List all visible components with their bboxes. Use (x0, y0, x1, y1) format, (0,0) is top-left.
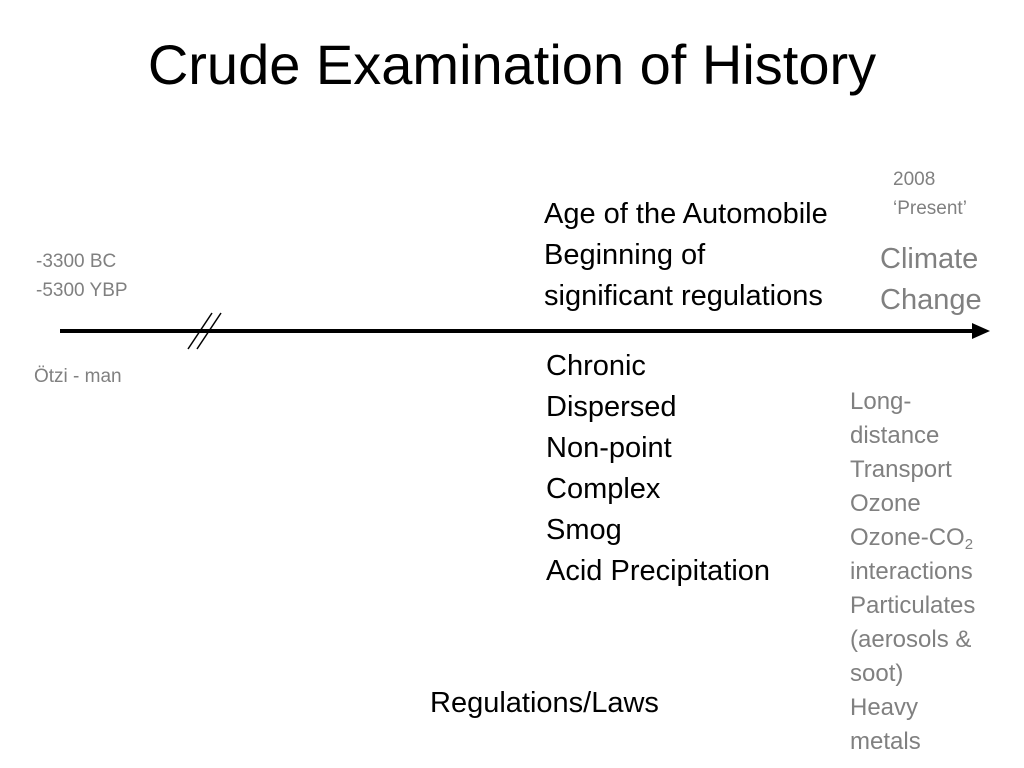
start-date (36, 247, 128, 305)
climate-issue-line: Long- (850, 388, 912, 415)
climate-issue-line: Particulates (850, 592, 976, 619)
start-date-bc: -3300 BC (36, 251, 117, 272)
automobile-issues-list (546, 346, 770, 592)
end-date-year: 2008 (893, 169, 936, 190)
issue-smog: Smog (546, 514, 622, 546)
climate-change-label (880, 239, 982, 321)
issue-complex: Complex (546, 473, 661, 505)
timeline-arrowhead (972, 323, 990, 339)
issue-dispersed: Dispersed (546, 391, 677, 423)
climate-issue-line: metals (850, 728, 921, 755)
regulations-laws-label: Regulations/Laws (430, 687, 659, 719)
slide-title: Crude Examination of History (147, 33, 877, 96)
climate-issue-line: (aerosols & (850, 626, 972, 653)
automobile-line-1: Age of the Automobile (544, 198, 828, 230)
end-date-present: ‘Present’ (893, 198, 967, 219)
climate-line-2: Change (880, 284, 982, 316)
ozone-co2-prefix: Ozone-CO (850, 524, 965, 551)
issue-acid-precipitation: Acid Precipitation (546, 555, 771, 587)
automobile-era (544, 194, 828, 317)
issue-chronic: Chronic (546, 350, 646, 382)
climate-issue-line: Heavy (850, 694, 919, 721)
otzi-label: Ötzi - man (34, 366, 122, 387)
climate-issue-line: Transport (850, 456, 952, 483)
end-date (893, 165, 967, 223)
automobile-line-2: Beginning of (544, 239, 706, 271)
issue-non-point: Non-point (546, 432, 672, 464)
climate-issue-line: Ozone (850, 490, 921, 517)
climate-issues-list (850, 385, 975, 759)
climate-line-1: Climate (880, 243, 979, 275)
co2-subscript: 2 (964, 536, 974, 553)
automobile-line-3: significant regulations (544, 280, 823, 312)
climate-issue-line: interactions (850, 558, 973, 585)
climate-issue-line: soot) (850, 660, 904, 687)
start-date-ybp: -5300 YBP (36, 280, 128, 301)
ozone-co2-line (850, 521, 975, 555)
climate-issue-line: distance (850, 422, 940, 449)
